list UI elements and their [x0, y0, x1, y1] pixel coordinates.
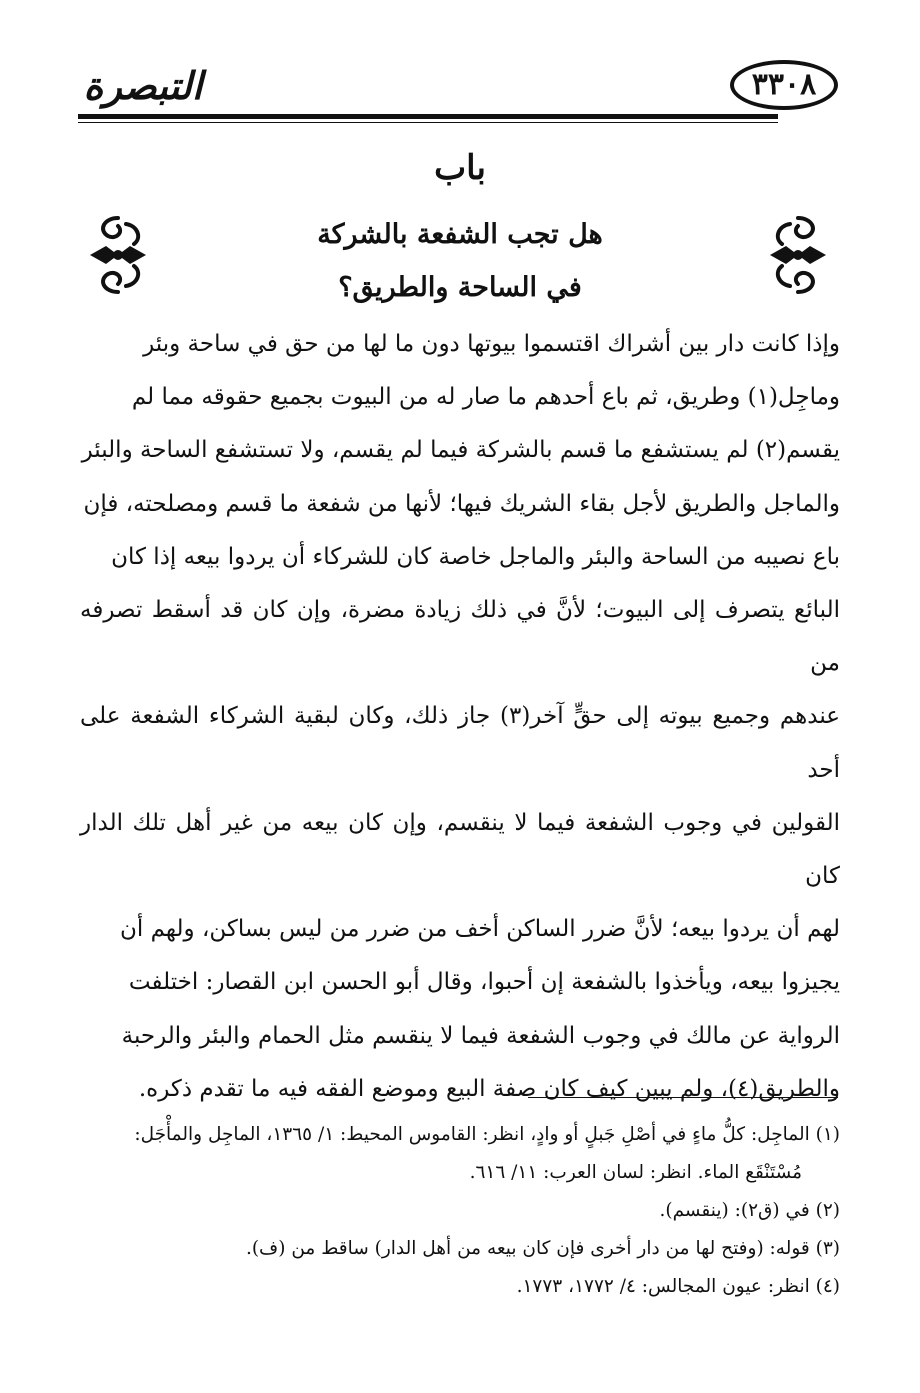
footnote-3: (٣) قوله: (وفتح لها من دار أخرى فإن كان بيعه من أهل الدار) ساقط من (ف).	[245, 1238, 840, 1259]
page-header	[78, 58, 838, 128]
body-line: والطريق(٤)، ولم يبين كيف كان صفة البيع وموضع الفقه فيه ما تقدم ذكره.	[138, 1075, 840, 1102]
body-line: البائع يتصرف إلى البيوت؛ لأنَّ في ذلك زيادة مضرة، وإن كان قد أسقط تصرفه من	[80, 597, 840, 677]
body-line: يجيزوا بيعه، ويأخذوا بالشفعة إن أحبوا، وقال أبو الحسن ابن القصار: اختلفت	[128, 969, 840, 996]
page-number: ٣٣٠٨	[730, 60, 838, 110]
header-rule-thick	[78, 114, 778, 119]
body-line: يقسم(٢) لم يستشفع ما قسم بالشركة فيما لم يقسم، ولا تستشفع الساحة والبئر	[81, 437, 840, 464]
body-line: وإذا كانت دار بين أشراك اقتسموا بيوتها دون ما لها من حق في ساحة وبئر	[143, 331, 840, 357]
body-line: عندهم وجميع بيوته إلى حقٍّ آخر(٣) جاز ذلك، وكان لبقية الشركاء الشفعة على أحد	[80, 703, 840, 783]
footnote-1-continued: مُسْتَنْقَع الماء. انظر: لسان العرب: ١١/ ٦١٦.	[469, 1162, 802, 1183]
body-line: لهم أن يردوا بيعه؛ لأنَّ ضرر الساكن أخف من ضرر من ليس بساكن، ولهم أن	[120, 916, 840, 943]
section-heading: باب	[434, 148, 486, 188]
body-text	[80, 318, 840, 1116]
header-rule-thin	[78, 122, 778, 123]
footnote-4: (٤) انظر: عيون المجالس: ٤/ ١٧٧٢، ١٧٧٣.	[516, 1276, 840, 1297]
footnotes	[80, 1116, 840, 1306]
body-line: القولين في وجوب الشفعة فيما لا ينقسم، وإن كان بيعه من غير أهل تلك الدار كان	[80, 809, 840, 890]
footnote-1: (١) الماجِل: كلُّ ماءٍ في أصْلِ جَبلٍ أو وادٍ، انظر: القاموس المحيط: ١/ ١٣٦٥، الماجِل والمأْجَل:	[134, 1124, 840, 1145]
chapter-title-line-2: في الساحة والطريق؟	[338, 272, 582, 303]
right-ornament-icon	[766, 210, 830, 300]
footnote-separator	[528, 1097, 838, 1098]
footnote-2: (٢) في (ق٢): (ينقسم).	[659, 1200, 840, 1221]
chapter-title-line-1: هل تجب الشفعة بالشركة	[317, 219, 603, 250]
body-line: الرواية عن مالك في وجوب الشفعة فيما لا ينقسم مثل الحمام والبئر والرحبة	[121, 1022, 840, 1049]
left-ornament-icon	[86, 210, 150, 300]
body-line: وماجِل(١) وطريق، ثم باع أحدهم ما صار له من البيوت بجميع حقوقه مما لم	[131, 384, 840, 411]
body-line: والماجل والطريق لأجل بقاء الشريك فيها؛ لأنها من شفعة ما قسم ومصلحته، فإن	[83, 490, 840, 517]
body-line: باع نصيبه من الساحة والبئر والماجل خاصة كان للشركاء أن يردوا بيعه إذا كان	[111, 543, 840, 570]
running-head-title: التبصرة	[83, 63, 203, 108]
